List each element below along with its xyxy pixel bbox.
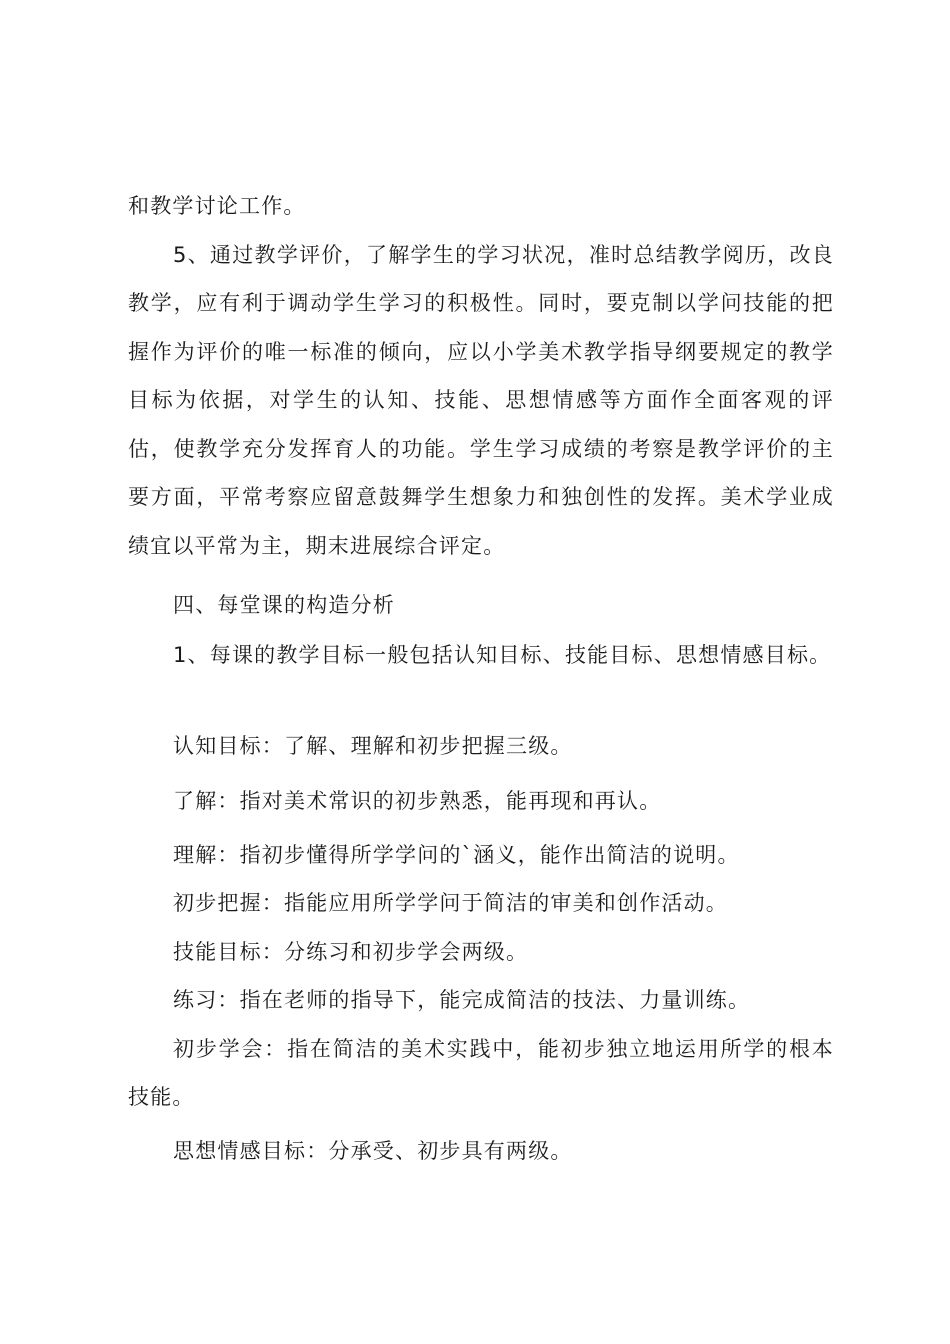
text-line: 技能目标：分练习和初步学会两级。 [173, 940, 529, 964]
text-line: 目标为依据，对学生的认知、技能、思想情感等方面作全面客观的评 [128, 388, 834, 412]
text-line: 和教学讨论工作。 [128, 194, 306, 218]
text-line: 技能。 [128, 1085, 195, 1109]
text-line: 教学，应有利于调动学生学习的积极性。同时，要克制以学问技能的把 [128, 291, 834, 315]
text-line: 理解：指初步懂得所学学问的`涵义，能作出简洁的说明。 [173, 843, 740, 867]
text-line: 握作为评价的唯一标准的倾向，应以小学美术教学指导纲要规定的教学 [128, 340, 834, 364]
text-line: 初步把握：指能应用所学学问于简洁的审美和创作活动。 [173, 891, 728, 915]
text-line: 了解：指对美术常识的初步熟悉，能再现和再认。 [173, 789, 662, 813]
text-line: 初步学会：指在简洁的美术实践中，能初步独立地运用所学的根本 [173, 1037, 834, 1061]
section-heading: 四、每堂课的构造分析 [173, 593, 395, 617]
text-line: 认知目标：了解、理解和初步把握三级。 [173, 734, 573, 758]
text-line: 1、每课的教学目标一般包括认知目标、技能目标、思想情感目标。 [173, 643, 832, 667]
text-line: 估，使教学充分发挥育人的功能。学生学习成绩的考察是教学评价的主 [128, 437, 834, 461]
text-line: 思想情感目标：分承受、初步具有两级。 [173, 1139, 573, 1163]
text-line: 5、通过教学评价，了解学生的学习状况，准时总结教学阅历，改良 [173, 243, 834, 267]
text-line: 练习：指在老师的指导下，能完成简洁的技法、力量训练。 [173, 988, 751, 1012]
text-line: 要方面，平常考察应留意鼓舞学生想象力和独创性的发挥。美术学业成 [128, 485, 834, 509]
text-line: 绩宜以平常为主，期末进展综合评定。 [128, 534, 506, 558]
